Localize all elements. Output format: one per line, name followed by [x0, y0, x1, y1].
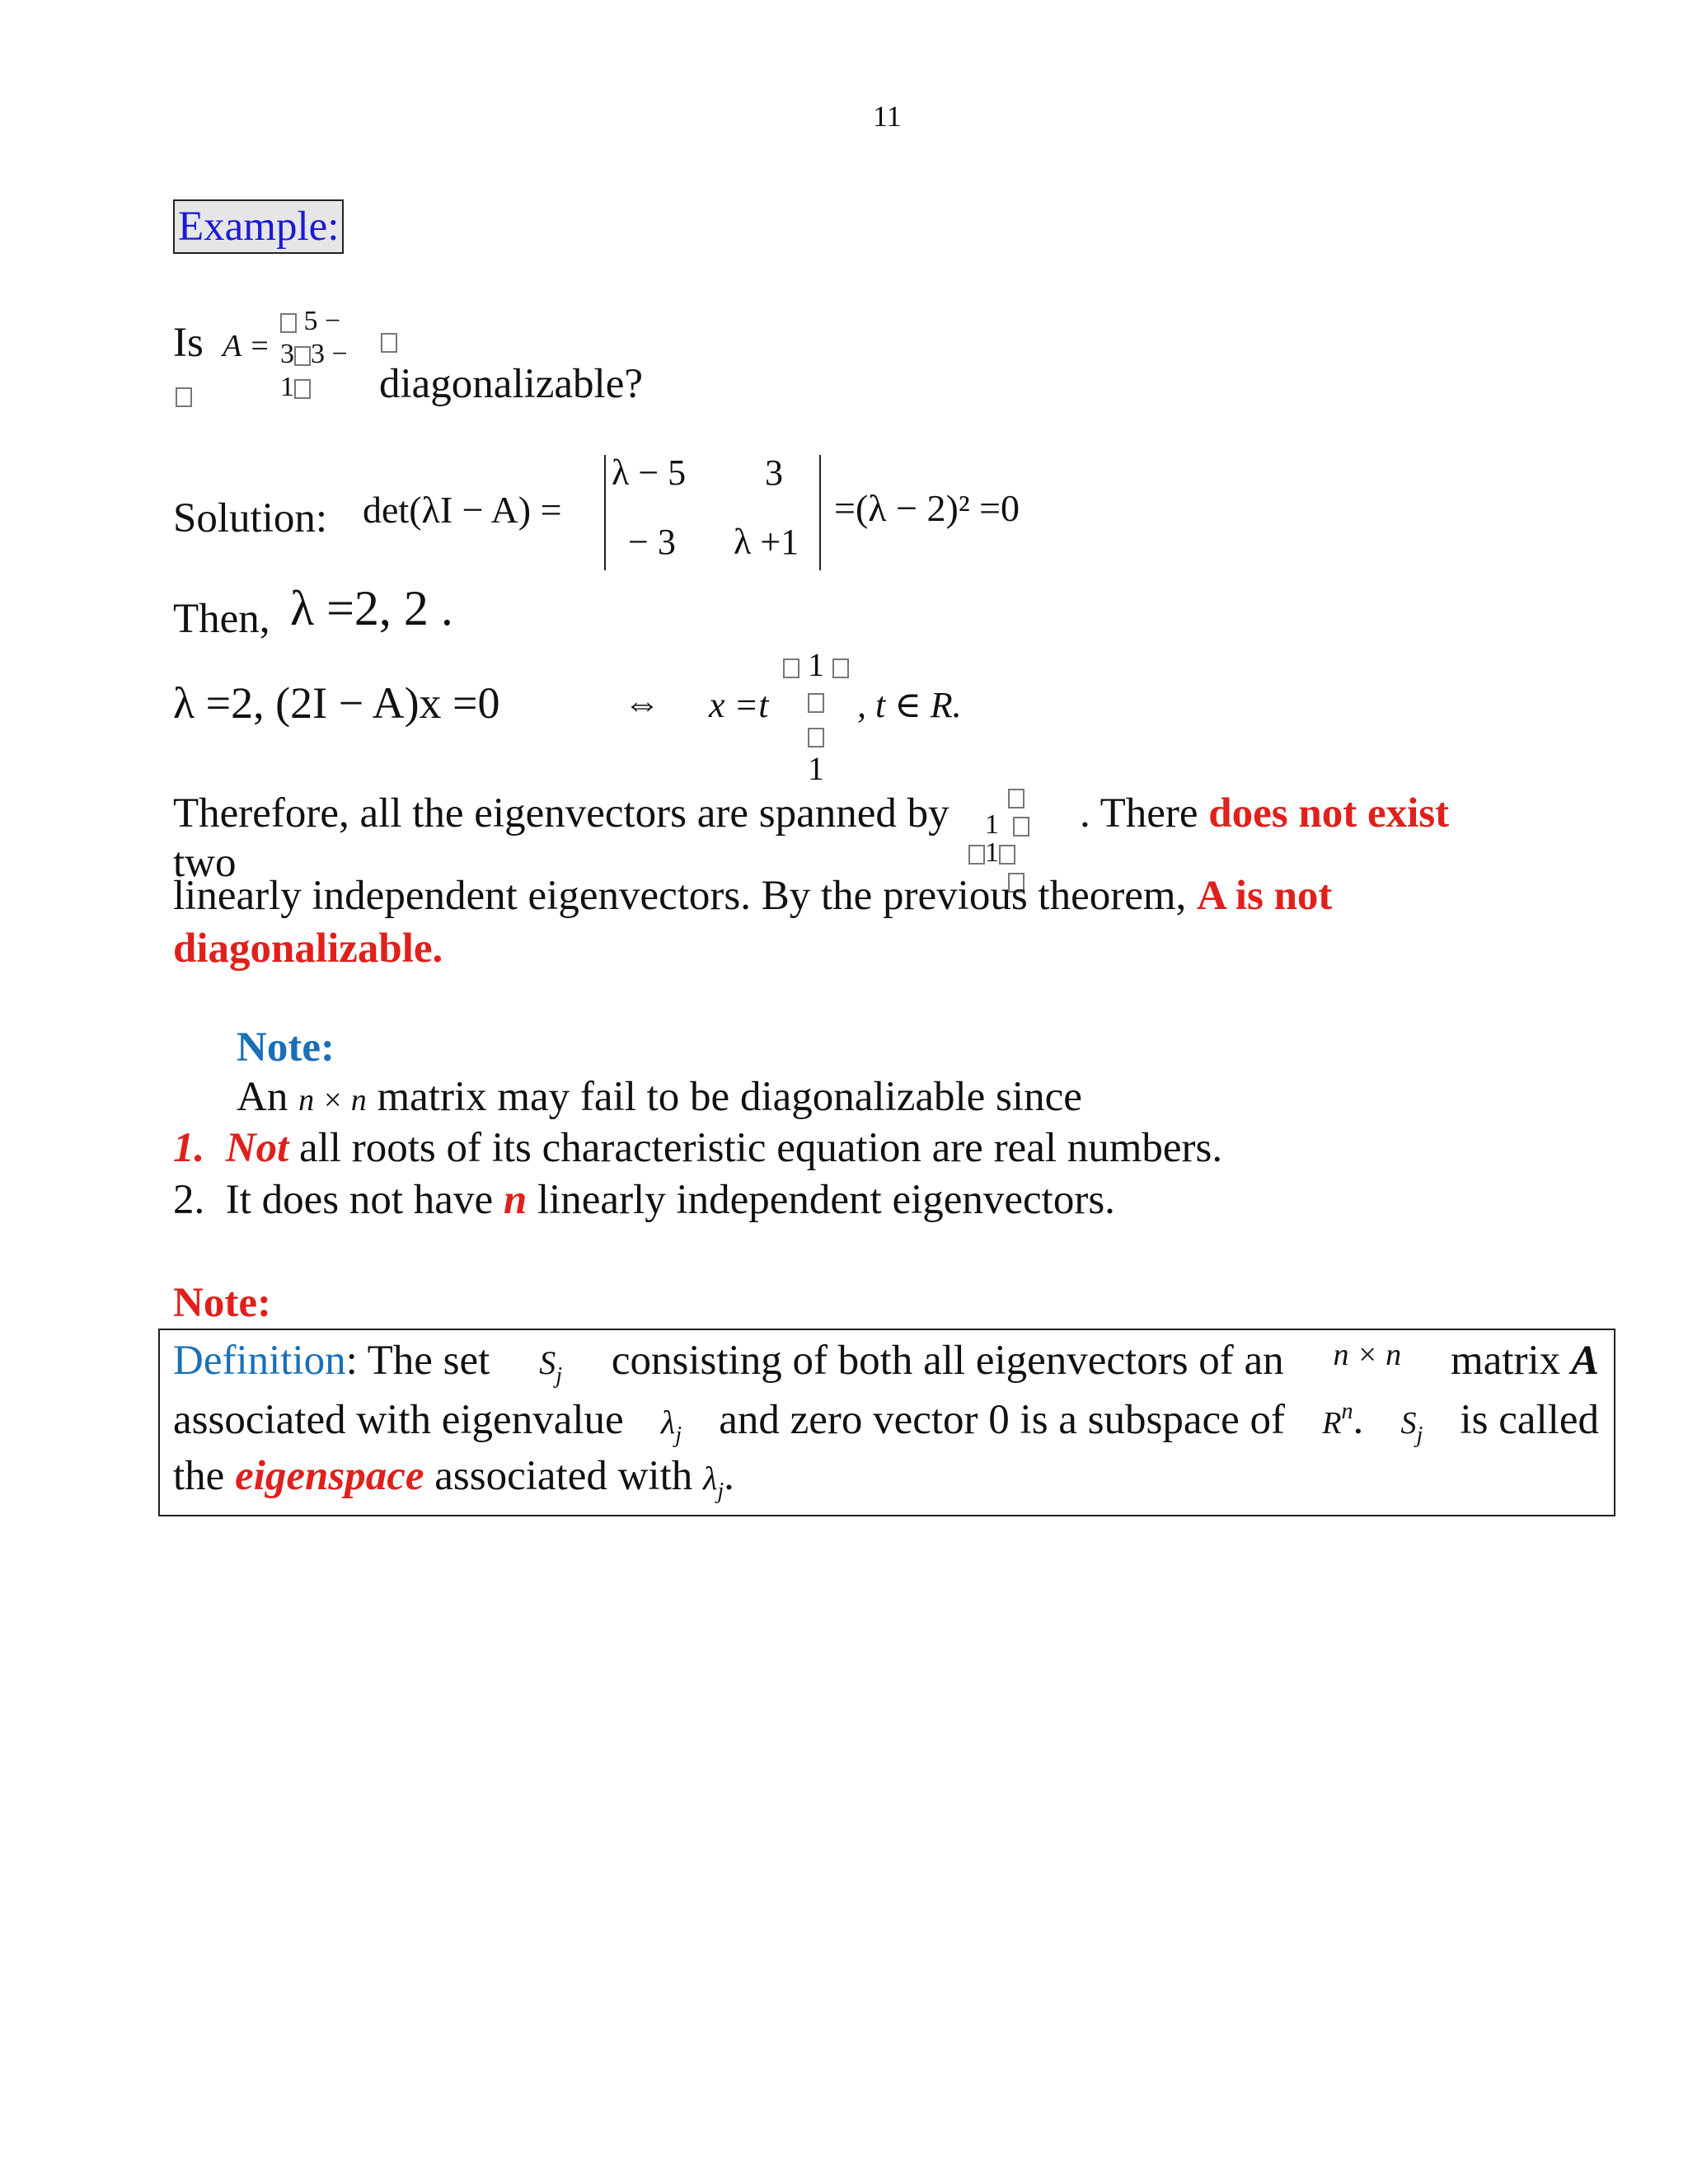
then-text: Then,	[173, 596, 270, 642]
definition-l3a: the	[173, 1453, 225, 1499]
eigen-v2: 1	[808, 750, 824, 787]
question-r2: 3	[280, 339, 294, 369]
question-matrix	[280, 305, 348, 404]
note1-item1-not: Not	[225, 1125, 289, 1171]
definition-l2b: and zero vector 0 is a subspace of	[719, 1397, 1286, 1443]
definition-A: A	[1570, 1338, 1599, 1384]
note1-item2-num: 2.	[173, 1177, 205, 1223]
eigen-vector	[783, 648, 849, 786]
question-r4: 1	[280, 372, 294, 402]
bracket-icon	[808, 693, 824, 713]
page-number: 11	[873, 100, 902, 133]
question-is: Is	[173, 320, 204, 366]
note1-nn: n × n	[298, 1083, 367, 1118]
therefore-line2-text: linearly independent eigenvectors. By the previous theorem,	[173, 873, 1187, 919]
therefore-not-diag: A is not	[1197, 873, 1333, 919]
note1-item2-b: linearly independent eigenvectors.	[537, 1177, 1115, 1223]
definition-nn: n × n	[1333, 1338, 1402, 1372]
bracket-icon	[808, 728, 824, 748]
solution-label: Solution:	[173, 495, 328, 541]
note1-item1	[173, 1124, 1222, 1172]
definition-l2a: associated with eigenvalue	[173, 1397, 624, 1443]
matrix-m21: − 3	[628, 522, 676, 562]
note1-intro-b: matrix may fail to be diagonalizable since	[377, 1074, 1082, 1120]
solution-result: =(λ − 2)² =0	[834, 487, 1020, 529]
note1-item2-a: It does not have	[225, 1177, 494, 1223]
note1-title: Note:	[237, 1024, 335, 1071]
det-bar-left	[604, 455, 606, 570]
therefore-v2: 1	[985, 837, 999, 868]
therefore-v1: 1	[985, 809, 999, 840]
example-label	[173, 199, 344, 254]
bracket-icon	[1008, 789, 1025, 808]
definition-S2-j: j	[1416, 1422, 1423, 1449]
det-bar-right	[819, 455, 821, 570]
question-a-eq: A =	[223, 329, 270, 363]
bracket-icon	[294, 346, 311, 366]
therefore-line2	[173, 872, 1332, 920]
bracket-icon	[381, 333, 397, 353]
therefore-p1: Therefore, all the eigenvectors are spanned by	[173, 790, 950, 837]
definition-l3-j: j	[717, 1479, 724, 1505]
definition-l1a: : The set	[345, 1338, 490, 1384]
definition-R: R	[1322, 1406, 1342, 1441]
then-eq: λ =2, 2 .	[290, 581, 453, 635]
definition-l1b: consisting of both all eigenvectors of an	[611, 1338, 1284, 1384]
question-r3: 3 −	[311, 339, 348, 369]
note2-title: Note:	[173, 1280, 271, 1326]
therefore-two: two	[173, 840, 237, 886]
definition-l3c: .	[724, 1453, 734, 1499]
definition-l3b: associated with	[434, 1453, 693, 1499]
matrix-m22: λ +1	[734, 522, 799, 562]
bracket-icon	[999, 845, 1015, 865]
bracket-icon	[280, 313, 297, 333]
matrix-m12: 3	[765, 452, 783, 493]
question-r1: 5 −	[303, 306, 341, 336]
definition-l1c: matrix	[1451, 1338, 1561, 1384]
definition-l2d: is called	[1460, 1397, 1599, 1443]
bracket-icon	[294, 379, 311, 399]
eigen-param: , t ∈ R.	[857, 685, 962, 725]
definition-s: S	[539, 1344, 556, 1381]
definition-line1	[173, 1337, 1599, 1390]
definition-l2c: .	[1353, 1397, 1364, 1443]
therefore-line3: diagonalizable.	[173, 926, 443, 972]
question-tail: diagonalizable?	[379, 361, 643, 407]
note1-item1-num: 1.	[173, 1125, 205, 1171]
eigen-v1: 1	[808, 646, 824, 683]
therefore-p2	[1080, 790, 1449, 837]
bracket-icon	[968, 845, 985, 865]
note1-item2	[173, 1176, 1115, 1224]
definition-l2-j: j	[675, 1422, 682, 1449]
eigen-rhs: x =t	[709, 685, 769, 725]
matrix-m11: λ − 5	[612, 452, 687, 493]
definition-label: Definition	[173, 1338, 346, 1384]
note1-item1-rest: all roots of its characteristic equation are real numbers.	[299, 1125, 1223, 1171]
note1-item2-n: n	[503, 1177, 528, 1223]
bracket-icon	[1013, 817, 1029, 837]
bracket-icon	[783, 658, 799, 678]
definition-eigenspace: eigenspace	[235, 1453, 424, 1499]
note1-intro-a: An	[237, 1074, 288, 1120]
definition-S2: S	[1400, 1406, 1417, 1441]
bracket-icon	[832, 658, 849, 678]
eigen-iff: ⇔	[624, 683, 660, 724]
definition-l3-lam: λ	[703, 1460, 718, 1497]
bracket-icon	[176, 387, 192, 407]
therefore-not-exist: does not exist	[1208, 790, 1450, 837]
definition-R-n: n	[1341, 1399, 1353, 1424]
definition-line3	[173, 1452, 734, 1505]
definition-l2-lam: λ	[660, 1404, 676, 1441]
definition-line2	[173, 1396, 1599, 1449]
therefore-there: . There	[1080, 790, 1198, 837]
example-label-text: Example:	[178, 204, 340, 250]
note1-intro	[237, 1073, 1082, 1121]
eigen-lhs: λ =2, (2I − A)x =0	[173, 678, 500, 728]
solution-det: det(λI − A) =	[363, 489, 562, 531]
definition-s-sub: j	[556, 1363, 562, 1390]
